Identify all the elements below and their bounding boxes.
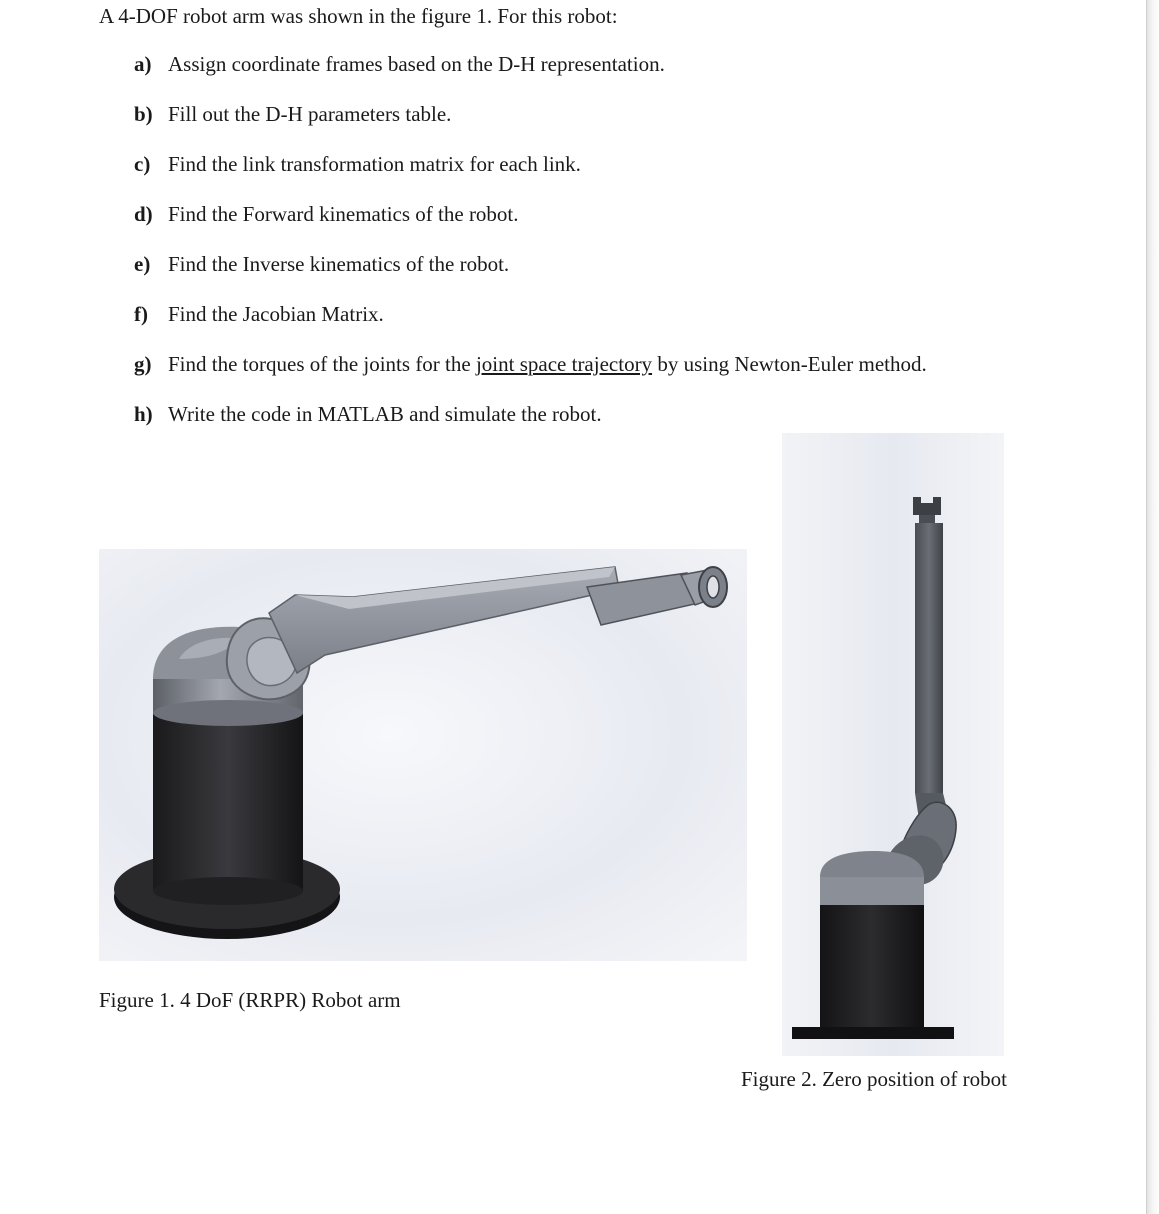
task-letter: e) [134, 252, 151, 276]
task-text: Find the Inverse kinematics of the robot. [168, 252, 510, 276]
intro-text: A 4-DOF robot arm was shown in the figure 1. For this robot: [99, 4, 618, 28]
task-letter: f) [134, 302, 148, 326]
task-b [134, 102, 451, 127]
task-text: Write the code in MATLAB and simulate the robot. [168, 402, 602, 426]
figure-1-caption: Figure 1. 4 DoF (RRPR) Robot arm [99, 988, 401, 1012]
figure-2-caption: Figure 2. Zero position of robot [741, 1067, 1007, 1091]
figure-1-robot-arm-image [99, 549, 747, 961]
task-e [134, 252, 509, 277]
task-c [134, 152, 581, 177]
task-text: Find the link transformation matrix for each link. [168, 152, 581, 176]
task-text-after: by using Newton-Euler method. [652, 352, 927, 376]
task-g [134, 352, 927, 377]
task-text: Fill out the D-H parameters table. [168, 102, 452, 126]
task-letter: b) [134, 102, 153, 126]
figure-2-zero-position-image [782, 433, 1004, 1056]
task-letter: a) [134, 52, 152, 76]
task-h [134, 402, 602, 427]
joint-space-trajectory-link[interactable]: joint space trajectory [475, 352, 653, 376]
task-letter: d) [134, 202, 153, 226]
task-text-before: Find the torques of the joints for the [168, 352, 476, 376]
task-f [134, 302, 384, 327]
task-text: Find the Forward kinematics of the robot. [168, 202, 519, 226]
page-edge [1146, 0, 1159, 1214]
task-letter: g) [134, 352, 152, 376]
task-letter: h) [134, 402, 153, 426]
task-text: Find the Jacobian Matrix. [168, 302, 384, 326]
task-a [134, 52, 665, 77]
task-d [134, 202, 519, 227]
task-letter: c) [134, 152, 151, 176]
task-text: Assign coordinate frames based on the D-H representation. [168, 52, 665, 76]
